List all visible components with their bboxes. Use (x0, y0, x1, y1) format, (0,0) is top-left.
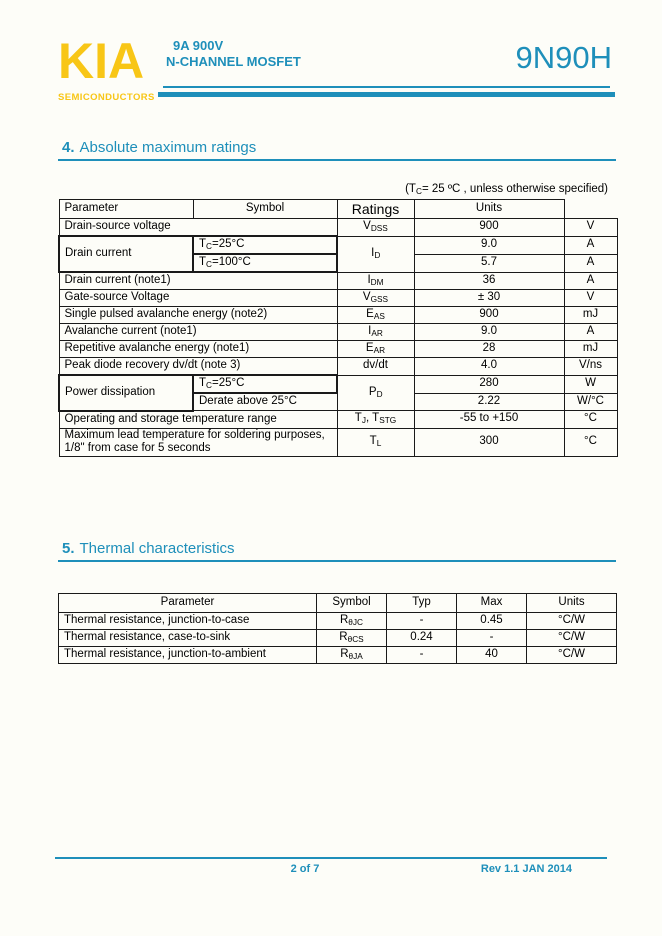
table-cell: V/ns (564, 358, 617, 376)
table-header-cell: Symbol (317, 594, 387, 613)
table-row (59, 375, 617, 393)
table-cell: °C/W (527, 647, 617, 664)
kia-logo: KIA (58, 33, 145, 89)
part-number: 9N90H (515, 40, 612, 75)
table-header-cell: Parameter (59, 200, 193, 219)
table-cell: - (387, 647, 457, 664)
table-cell: A (564, 254, 617, 272)
table-cell: - (387, 613, 457, 630)
table-cell: 40 (457, 647, 527, 664)
table-cell: - (457, 630, 527, 647)
table-cell: A (564, 272, 617, 290)
table-row (59, 411, 617, 429)
table-cell: 300 (414, 428, 564, 457)
table-row (59, 236, 617, 254)
table-cell: Thermal resistance, junction-to-ambient (59, 647, 317, 664)
revision-label: Rev 1.1 JAN 2014 (480, 863, 572, 875)
table-cell: $I_{DM}$ (337, 272, 414, 290)
table-header-row (59, 594, 617, 613)
table-cell: Single pulsed avalanche energy (note2) (59, 307, 337, 324)
table-cell: 9.0 (414, 324, 564, 341)
table-cell: W (564, 375, 617, 393)
table-header-cell: Typ (387, 594, 457, 613)
table-cell: $R_{\theta JA}$ (317, 647, 387, 664)
table-cell: $T_L$ (337, 428, 414, 457)
table-header-cell: Units (414, 200, 564, 219)
table-row (59, 613, 617, 630)
table-cell: 280 (414, 375, 564, 393)
table-cell: 4.0 (414, 358, 564, 376)
table-cell: $R_{\theta JC}$ (317, 613, 387, 630)
table-cell: $T_C=100^\circ C$ (193, 254, 337, 272)
kia-logo-subtext: SEMICONDUCTORS (58, 92, 155, 103)
table-cell: Drain-source voltage (59, 219, 337, 237)
table-cell: Thermal resistance, case-to-sink (59, 630, 317, 647)
table-row (59, 272, 617, 290)
table-cell: A (564, 324, 617, 341)
table-header-cell: Symbol (193, 200, 337, 219)
table-cell: W/°C (564, 393, 617, 411)
table-row (59, 219, 617, 237)
table-cell: $P_D$ (337, 375, 414, 411)
section4-underline (58, 159, 616, 161)
table-cell: °C/W (527, 630, 617, 647)
table-header-cell: Ratings (337, 200, 414, 219)
table-cell: A (564, 236, 617, 254)
footer-rule (55, 857, 607, 859)
table-cell: Drain current (59, 236, 193, 272)
section5-underline (58, 560, 616, 562)
table-cell: 900 (414, 307, 564, 324)
table-row (59, 428, 617, 457)
table-header-cell: Units (527, 594, 617, 613)
header-rule-thin (163, 86, 610, 88)
table-row (59, 630, 617, 647)
device-description (166, 38, 301, 70)
table-cell: Peak diode recovery dv/dt (note 3) (59, 358, 337, 376)
table-header-cell: Parameter (59, 594, 317, 613)
table-row (59, 290, 617, 307)
table-cell: 36 (414, 272, 564, 290)
thermal-characteristics-table (58, 593, 617, 664)
page-number: 2 of 7 (290, 863, 320, 875)
section5-number: 5. (62, 540, 75, 557)
table-cell: ± 30 (414, 290, 564, 307)
table-cell: $I_D$ (337, 236, 414, 272)
section4-heading: Absolute maximum ratings (79, 139, 257, 156)
section5-heading: Thermal characteristics (79, 540, 235, 557)
absolute-maximum-ratings-table (58, 199, 618, 457)
table-cell: $V_{DSS}$ (337, 219, 414, 237)
table-cell: -55 to +150 (414, 411, 564, 429)
test-condition-note: ($T_C= 25$ ºC , unless otherwise specified) (405, 183, 608, 197)
table-cell: °C (564, 411, 617, 429)
table-cell: Maximum lead temperature for soldering purposes, 1/8" from case for 5 seconds (59, 428, 337, 457)
table-cell: Thermal resistance, junction-to-case (59, 613, 317, 630)
table-cell: Gate-source Voltage (59, 290, 337, 307)
table-row (59, 324, 617, 341)
table-cell: 5.7 (414, 254, 564, 272)
table-cell: 900 (414, 219, 564, 237)
device-rating-line: 9A 900V (173, 38, 224, 53)
section4-title (62, 139, 256, 156)
table-cell: $T_C=25^\circ C$ (193, 236, 337, 254)
table-cell: 0.24 (387, 630, 457, 647)
header-rule-thick (158, 92, 615, 97)
table-header-row (59, 200, 617, 219)
table-cell: $R_{\theta CS}$ (317, 630, 387, 647)
table-cell: Avalanche current (note1) (59, 324, 337, 341)
table-row (59, 307, 617, 324)
table-cell: $V_{GSS}$ (337, 290, 414, 307)
table-cell: $T_J$, $T_{STG}$ (337, 411, 414, 429)
table-cell: V (564, 219, 617, 237)
table-cell: 0.45 (457, 613, 527, 630)
table-cell: V (564, 290, 617, 307)
table-cell: 28 (414, 341, 564, 358)
section4-number: 4. (62, 139, 75, 156)
table-cell: Derate above 25°C (193, 393, 337, 411)
section5-title (62, 540, 235, 557)
device-type-line: N-CHANNEL MOSFET (166, 54, 301, 69)
table-cell: $T_C=25^\circ C$ (193, 375, 337, 393)
table-header-cell: Max (457, 594, 527, 613)
table-row (59, 647, 617, 664)
table-cell: 2.22 (414, 393, 564, 411)
table-cell: 9.0 (414, 236, 564, 254)
table-cell: Repetitive avalanche energy (note1) (59, 341, 337, 358)
table-cell: dv/dt (337, 358, 414, 376)
table-cell: mJ (564, 307, 617, 324)
table-cell: Drain current (note1) (59, 272, 337, 290)
table-cell: $I_{AR}$ (337, 324, 414, 341)
table-cell: $E_{AR}$ (337, 341, 414, 358)
table-cell: °C (564, 428, 617, 457)
table-cell: $E_{AS}$ (337, 307, 414, 324)
table-cell: Operating and storage temperature range (59, 411, 337, 429)
table-row (59, 358, 617, 376)
table-cell: °C/W (527, 613, 617, 630)
table-cell: mJ (564, 341, 617, 358)
table-row (59, 341, 617, 358)
table-cell: Power dissipation (59, 375, 193, 411)
